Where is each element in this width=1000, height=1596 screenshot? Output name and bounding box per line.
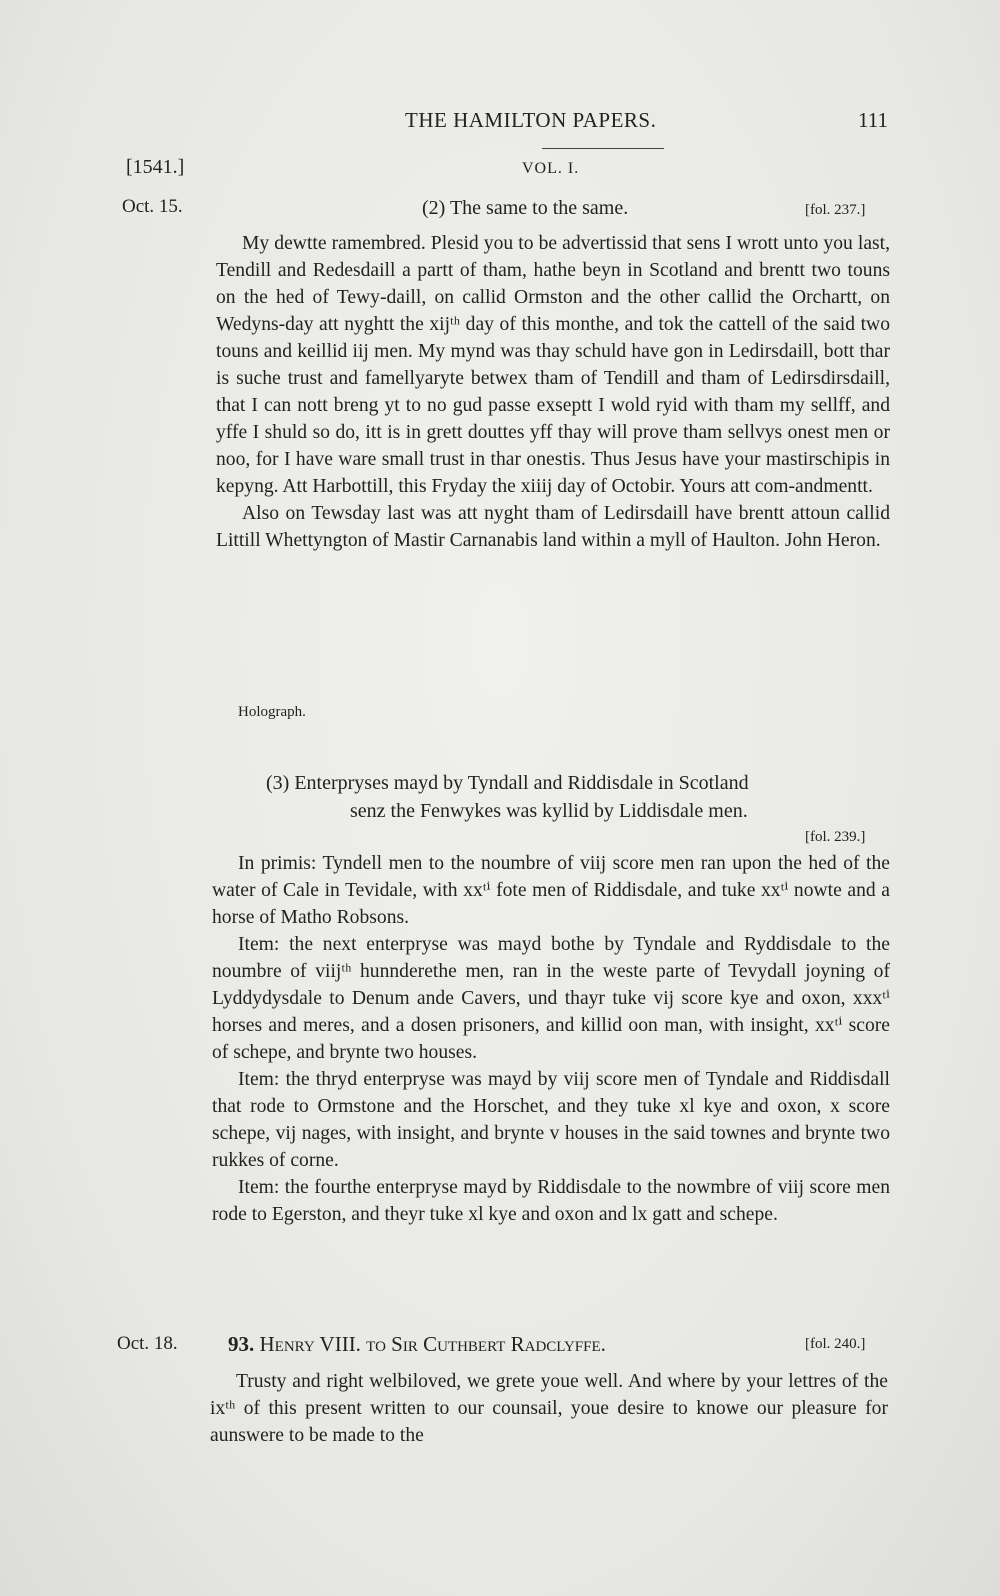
- entry1-body: [216, 230, 890, 554]
- header-rule: [542, 148, 664, 149]
- entry1-folio: [fol. 237.]: [805, 202, 866, 218]
- entry1-paragraph-1: My dewtte ramembred. Plesid you to be advertissid that sens I wrott unto you last, Tendill and Redesdaill a partt of tham, hathe beyn in Scotland and brentt two touns on the hed of Tewy-daill, on callid Ormston and the other callid the Orchartt, on Wedyns-day att nyghtt the xijᵗʰ day of this monthe, and tok the cattell of the said two touns and keillid iij men. My mynd was thay schuld have gon in Ledirsdaill, bott thar is suche trust and famellyaryte betwex tham of Tendill and tham of Ledirsdirsdaill, that I can nott breng yt to no gud passe exseptt I wold ryid with tham my sellff, and yffe I shuld so do, itt is in grett douttes yff thay will prove tham sellvys onest men or noo, for I have ware small trust in thar onestis. Thus Jesus have your mastirschipis in kepyng. Att Harbottill, this Fryday the xiiij day of Octobir. Yours att com-andmentt.: [216, 233, 890, 497]
- entry3-folio: [fol. 240.]: [805, 1336, 866, 1352]
- entry2-paragraph-3: Item: the thryd enterpryse was mayd by viij score men of Tyndale and Riddisdall that rode to Ormstone and the Horschet, and they tuke xl kye and oxon, x score schepe, vij nages, with insight, and brynte v houses in the said townes and brynte two rukkes of corne.: [212, 1069, 890, 1171]
- entry1-date: Oct. 15.: [122, 196, 183, 217]
- entry2-body: [212, 850, 890, 1228]
- entry2-folio: [fol. 239.]: [805, 829, 866, 845]
- entry3-title: Henry VIII. to Sir Cuthbert Radclyffe.: [259, 1332, 606, 1356]
- volume-label: VOL. I.: [522, 160, 580, 177]
- entry2-paragraph-1: In primis: Tyndell men to the noumbre of viij score men ran upon the hed of the water of Cale in Tevidale, with xxᵗⁱ fote men of Riddisdale, and tuke xxᵗⁱ nowte and a horse of Matho Robsons.: [212, 853, 890, 928]
- entry2-paragraph-4: Item: the fourthe enterpryse mayd by Riddisdale to the nowmbre of viij score men rode to Egerston, and theyr tuke xl kye and oxon and lx gatt and schepe.: [212, 1177, 890, 1225]
- entry2-title-line1: (3) Enterpryses mayd by Tyndall and Riddisdale in Scotland: [266, 772, 749, 794]
- entry3-number: 93.: [228, 1332, 255, 1356]
- entry1-paragraph-2: Also on Tewsday last was att nyght tham of Ledirsdaill have brentt attoun callid Littill Whettyngton of Mastir Carnanabis land within a myll of Haulton. John Heron.: [216, 503, 890, 551]
- entry3-paragraph-1: Trusty and right welbiloved, we grete youe well. And where by your lettres of the ixᵗʰ of this present written to our counsail, youe desire to knowe our pleasure for aunswere to be made to the: [210, 1371, 888, 1446]
- entry2-paragraph-2: Item: the next enterpryse was mayd bothe by Tyndale and Ryddisdale to the noumbre of viijᵗʰ hunnderethe men, ran in the weste parte of Tevydall joyning of Lyddydysdale to Denum ande Cavers, und thayr tuke vij score kye and oxon, xxxᵗⁱ horses and meres, and a dosen prisoners, and killid oon man, with insight, xxᵗⁱ score of schepe, and brynte two houses.: [212, 934, 890, 1063]
- holograph-note: Holograph.: [238, 704, 306, 720]
- margin-year: [1541.]: [126, 156, 185, 178]
- entry3-date: Oct. 18.: [117, 1333, 178, 1354]
- entry1-title: (2) The same to the same.: [422, 197, 629, 219]
- entry3-body: [210, 1368, 888, 1449]
- entry3-heading: [228, 1332, 606, 1357]
- page-number: 111: [858, 108, 888, 132]
- entry2-title-line2: senz the Fenwykes was kyllid by Liddisdale men.: [350, 800, 748, 822]
- running-head: THE HAMILTON PAPERS.: [405, 108, 657, 132]
